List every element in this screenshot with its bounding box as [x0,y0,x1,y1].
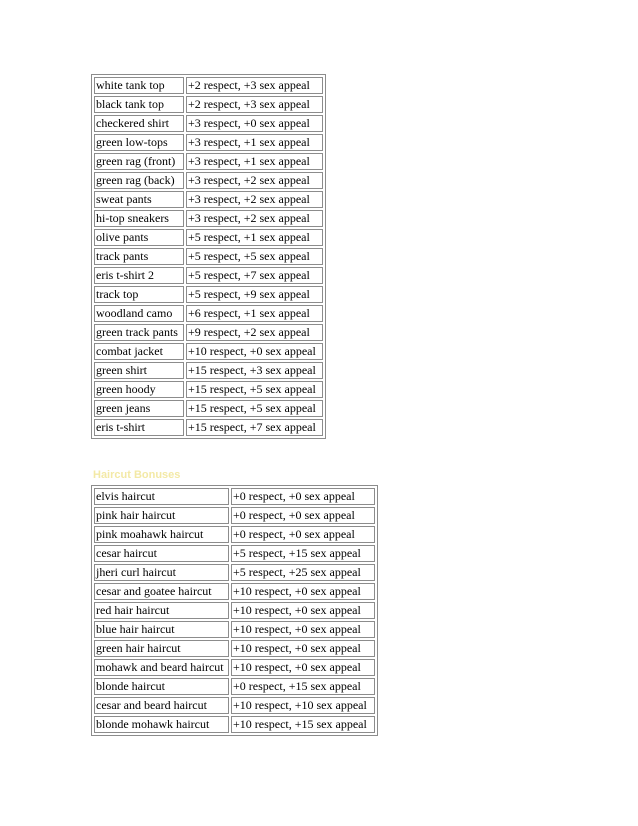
table-row [94,621,375,638]
item-name-cell: pink moahawk haircut [94,526,229,543]
bonus-cell: +15 respect, +7 sex appeal [186,419,323,436]
bonus-cell: +0 respect, +0 sex appeal [231,488,375,505]
table-row [94,134,323,151]
table-row [94,602,375,619]
table-row [94,526,375,543]
table-row [94,545,375,562]
table-row [94,716,375,733]
bonus-cell: +0 respect, +0 sex appeal [231,526,375,543]
bonus-cell: +15 respect, +5 sex appeal [186,381,323,398]
item-name-cell: cesar haircut [94,545,229,562]
table-row [94,324,323,341]
item-name-cell: jheri curl haircut [94,564,229,581]
item-name-cell: cesar and beard haircut [94,697,229,714]
haircut-bonuses-heading: Haircut Bonuses [93,469,181,481]
item-name-cell: green hoody [94,381,184,398]
bonus-cell: +10 respect, +0 sex appeal [231,621,375,638]
item-name-cell: green jeans [94,400,184,417]
item-name-cell: olive pants [94,229,184,246]
item-name-cell: blue hair haircut [94,621,229,638]
item-name-cell: green rag (front) [94,153,184,170]
table-row [94,115,323,132]
bonus-cell: +10 respect, +0 sex appeal [231,640,375,657]
table-row [94,191,323,208]
bonus-cell: +5 respect, +7 sex appeal [186,267,323,284]
bonus-cell: +10 respect, +0 sex appeal [231,602,375,619]
bonus-cell: +15 respect, +3 sex appeal [186,362,323,379]
bonus-cell: +3 respect, +2 sex appeal [186,172,323,189]
bonus-cell: +10 respect, +10 sex appeal [231,697,375,714]
table-row [94,659,375,676]
bonus-cell: +2 respect, +3 sex appeal [186,77,323,94]
item-name-cell: blonde mohawk haircut [94,716,229,733]
item-name-cell: elvis haircut [94,488,229,505]
bonus-cell: +5 respect, +1 sex appeal [186,229,323,246]
bonus-cell: +3 respect, +0 sex appeal [186,115,323,132]
bonus-cell: +2 respect, +3 sex appeal [186,96,323,113]
item-name-cell: red hair haircut [94,602,229,619]
table-row [94,248,323,265]
table-row [94,153,323,170]
table-row [94,400,323,417]
table-row [94,77,323,94]
item-name-cell: hi-top sneakers [94,210,184,227]
table-row [94,362,323,379]
item-name-cell: track top [94,286,184,303]
item-name-cell: green low-tops [94,134,184,151]
table-row [94,640,375,657]
table-row [94,172,323,189]
bonus-cell: +9 respect, +2 sex appeal [186,324,323,341]
bonus-cell: +10 respect, +0 sex appeal [231,659,375,676]
table-row [94,697,375,714]
item-name-cell: woodland camo [94,305,184,322]
bonus-cell: +3 respect, +1 sex appeal [186,153,323,170]
item-name-cell: green track pants [94,324,184,341]
table-row [94,210,323,227]
table-row [94,583,375,600]
bonus-cell: +3 respect, +2 sex appeal [186,191,323,208]
item-name-cell: track pants [94,248,184,265]
item-name-cell: green rag (back) [94,172,184,189]
haircut-table-body [94,488,375,733]
item-name-cell: eris t-shirt 2 [94,267,184,284]
item-name-cell: mohawk and beard haircut [94,659,229,676]
clothing-bonus-table [91,74,326,439]
table-row [94,286,323,303]
bonus-cell: +0 respect, +0 sex appeal [231,507,375,524]
table-row [94,488,375,505]
bonus-cell: +3 respect, +1 sex appeal [186,134,323,151]
item-name-cell: green hair haircut [94,640,229,657]
bonus-cell: +10 respect, +15 sex appeal [231,716,375,733]
bonus-cell: +3 respect, +2 sex appeal [186,210,323,227]
bonus-cell: +5 respect, +15 sex appeal [231,545,375,562]
table-row [94,305,323,322]
table-row [94,564,375,581]
bonus-cell: +5 respect, +5 sex appeal [186,248,323,265]
bonus-cell: +0 respect, +15 sex appeal [231,678,375,695]
table-row [94,343,323,360]
table-row [94,419,323,436]
item-name-cell: green shirt [94,362,184,379]
table-row [94,267,323,284]
bonus-cell: +6 respect, +1 sex appeal [186,305,323,322]
table-row [94,678,375,695]
clothing-table-body [94,77,323,436]
table-row [94,96,323,113]
haircut-bonus-table [91,485,378,736]
item-name-cell: eris t-shirt [94,419,184,436]
item-name-cell: cesar and goatee haircut [94,583,229,600]
item-name-cell: checkered shirt [94,115,184,132]
bonus-cell: +5 respect, +25 sex appeal [231,564,375,581]
item-name-cell: sweat pants [94,191,184,208]
item-name-cell: combat jacket [94,343,184,360]
bonus-cell: +10 respect, +0 sex appeal [231,583,375,600]
item-name-cell: blonde haircut [94,678,229,695]
item-name-cell: white tank top [94,77,184,94]
bonus-cell: +10 respect, +0 sex appeal [186,343,323,360]
item-name-cell: pink hair haircut [94,507,229,524]
table-row [94,229,323,246]
bonus-cell: +15 respect, +5 sex appeal [186,400,323,417]
table-row [94,507,375,524]
table-row [94,381,323,398]
item-name-cell: black tank top [94,96,184,113]
bonus-cell: +5 respect, +9 sex appeal [186,286,323,303]
